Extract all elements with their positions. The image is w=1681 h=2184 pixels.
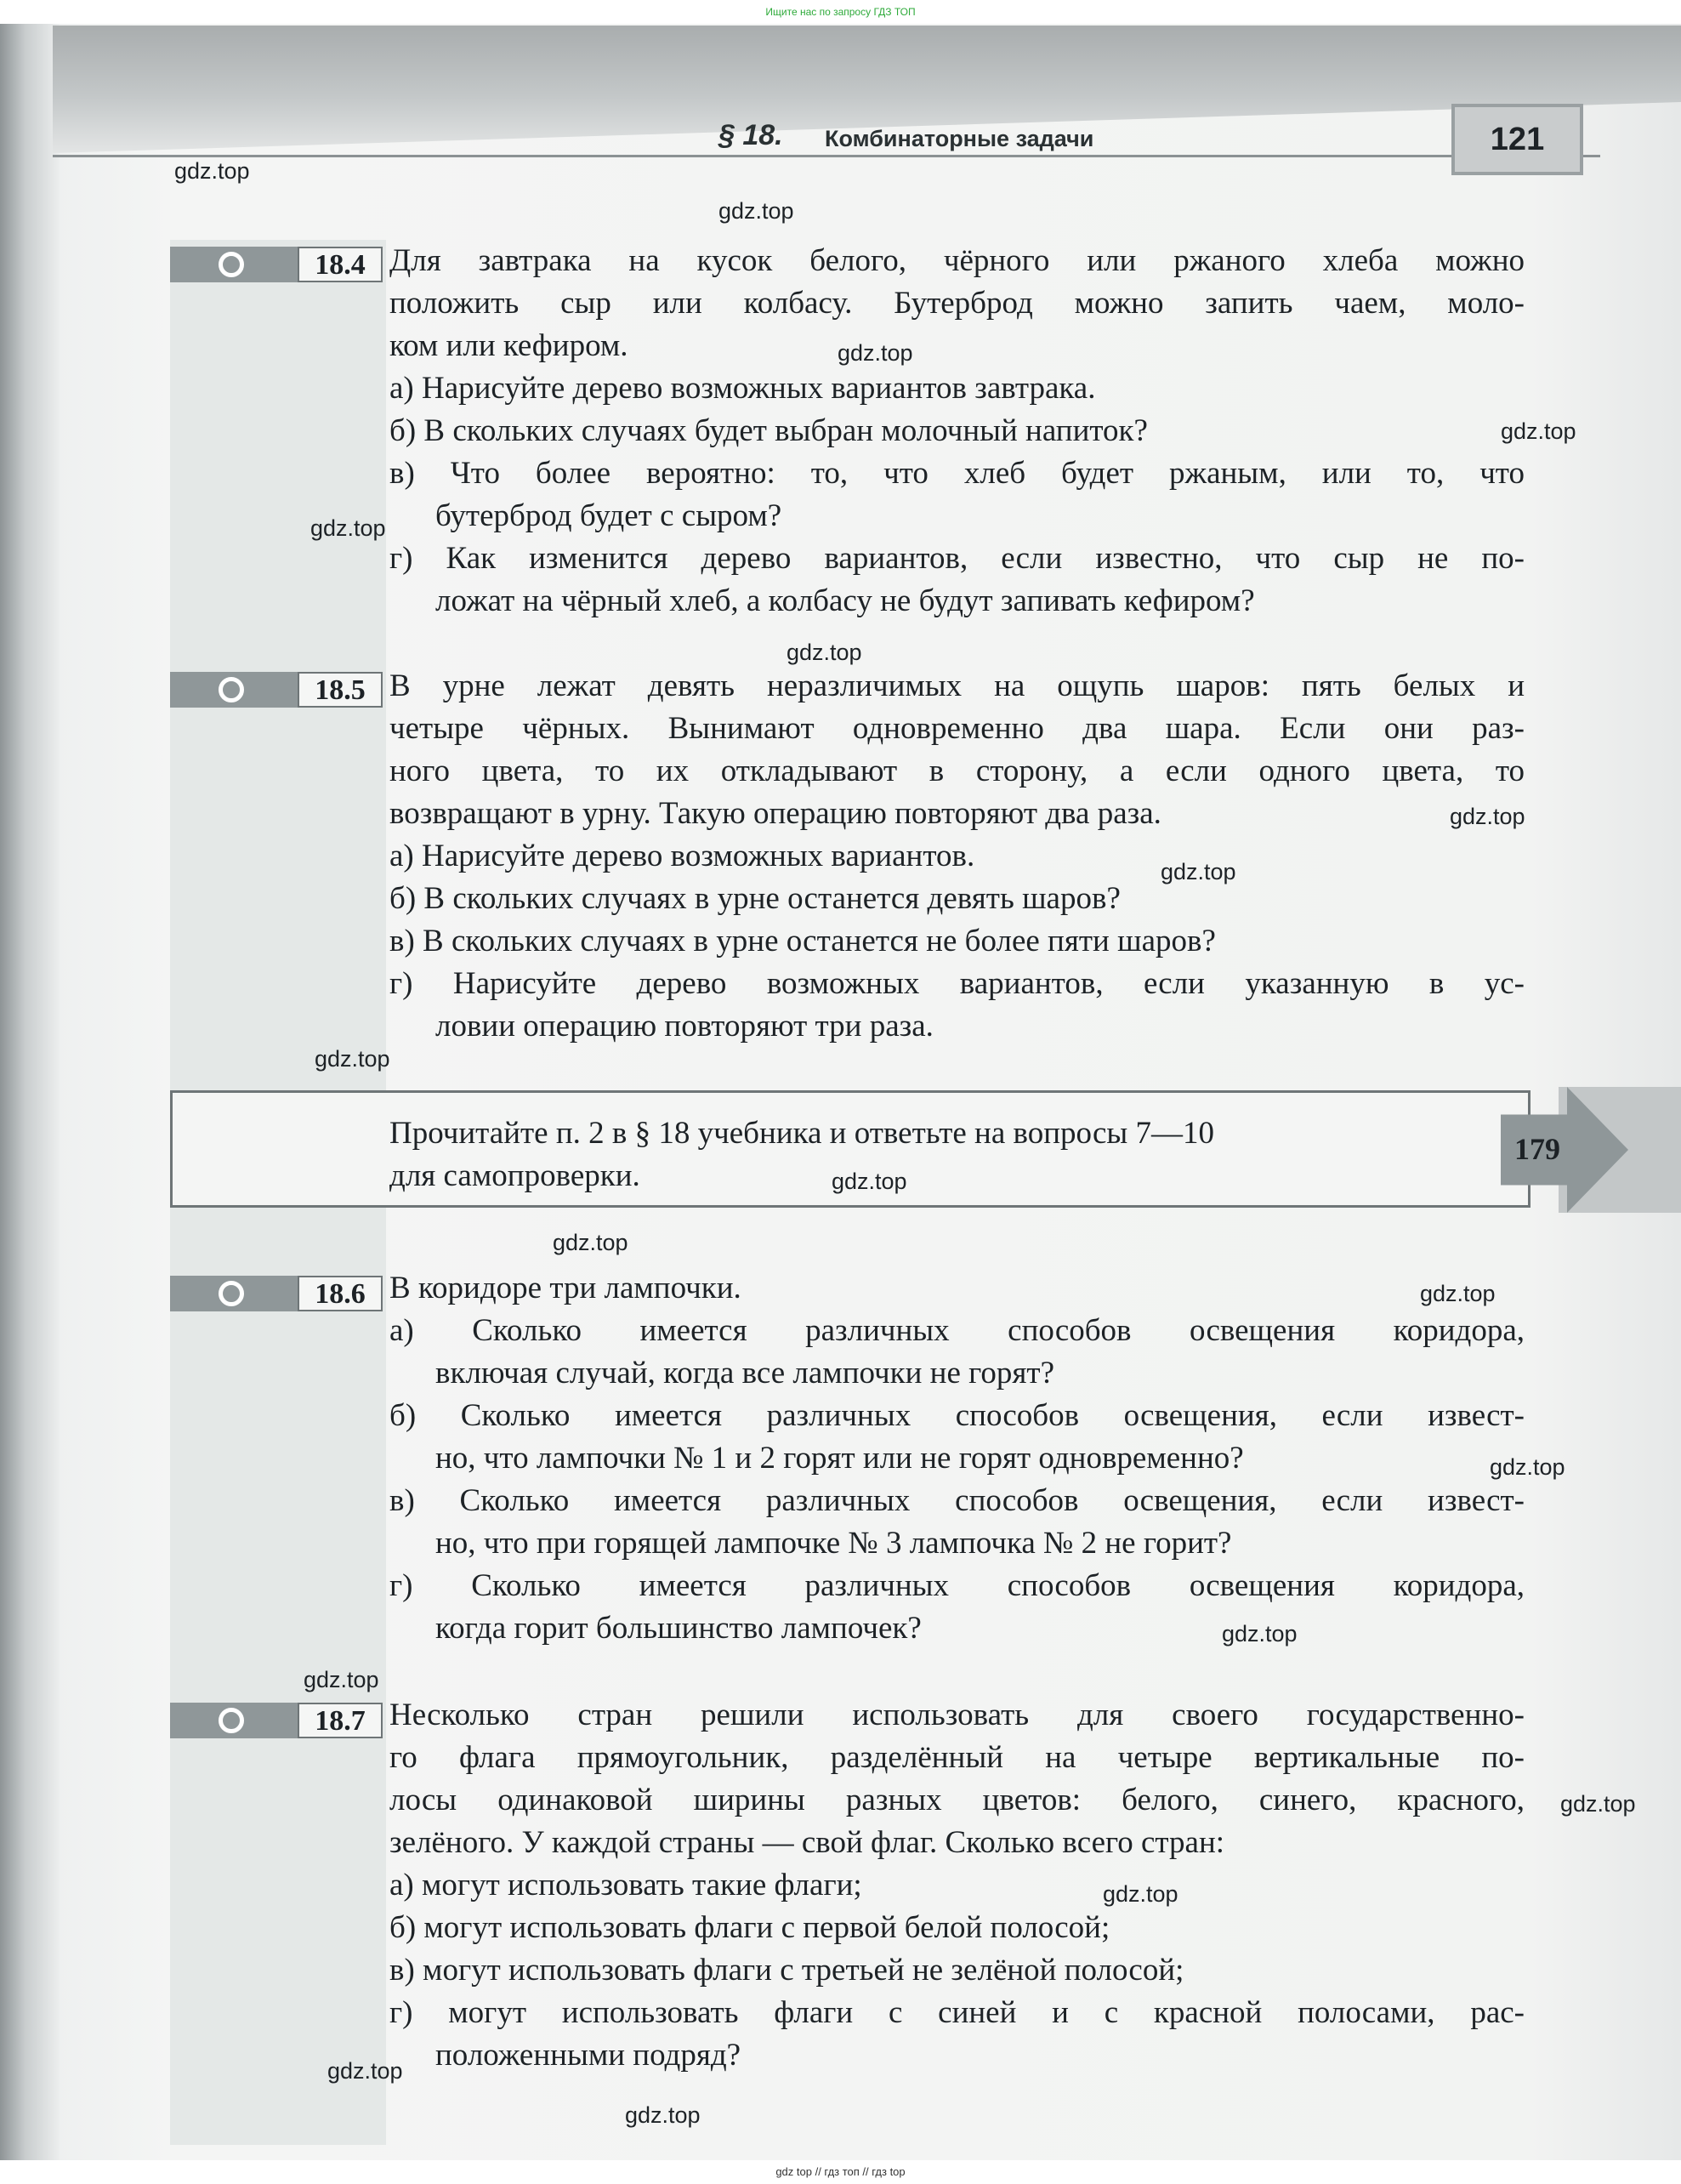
- problem-18-6-item-a-cont: включая случай, когда все лампочки не горят?: [435, 1356, 1055, 1391]
- problem-number: 18.6: [298, 1276, 383, 1311]
- problem-18-4-item-c: в) Что более вероятно: то, что хлеб будет ржаным, или то, что: [389, 456, 1525, 491]
- problem-18-6-item-b: б) Сколько имеется различных способов освещения, если извест-: [389, 1398, 1525, 1433]
- watermark-text: gdz.top: [1161, 859, 1236, 884]
- problem-18-7-item-d: г) могут использовать флаги с синей и с красной полосами, рас-: [389, 1995, 1525, 2030]
- difficulty-circle-icon: [219, 252, 244, 277]
- book-spine-shadow: [0, 0, 60, 2184]
- problem-18-4-line: ком или кефиром.: [389, 328, 628, 363]
- watermark-text: gdz.top: [310, 515, 386, 541]
- problem-18-4-item-d: г) Как изменится дерево вариантов, если известно, что сыр не по-: [389, 541, 1525, 576]
- problem-18-4-item-b: б) В скольких случаях будет выбран молочный напиток?: [389, 413, 1148, 448]
- problem-18-7-item-d-cont: положенными подряд?: [435, 2038, 741, 2073]
- difficulty-circle-icon: [219, 1281, 244, 1306]
- problem-18-5-item-d-cont: ловии операцию повторяют три раза.: [435, 1009, 934, 1044]
- problem-number: 18.4: [298, 247, 383, 282]
- problem-18-4-item-c-cont: бутерброд будет с сыром?: [435, 498, 782, 533]
- self-check-line: Прочитайте п. 2 в § 18 учебника и ответьте на вопросы 7—10: [389, 1116, 1215, 1151]
- watermark-text: gdz.top: [1490, 1454, 1565, 1480]
- problem-18-5-line: В урне лежат девять неразличимых на ощупь шаров: пять белых и: [389, 668, 1525, 703]
- problem-18-6-item-c: в) Сколько имеется различных способов освещения, если извест-: [389, 1483, 1525, 1518]
- difficulty-circle-icon: [219, 1708, 244, 1733]
- problem-number: 18.7: [298, 1703, 383, 1738]
- problem-number: 18.5: [298, 672, 383, 708]
- problem-18-5-item-c: в) В скольких случаях в урне останется не более пяти шаров?: [389, 924, 1216, 958]
- paragraph-number: § 18.: [718, 119, 783, 151]
- watermark-text: gdz.top: [315, 1046, 390, 1072]
- difficulty-circle-icon: [219, 677, 244, 702]
- reference-page-number: 179: [1514, 1132, 1560, 1166]
- watermark-text: gdz.top: [787, 640, 862, 665]
- problem-18-5-line: ного цвета, то их откладывают в сторону, а если одного цвета, то: [389, 754, 1525, 788]
- problem-18-4-line: Для завтрака на кусок белого, чёрного или ржаного хлеба можно: [389, 243, 1525, 278]
- problem-18-7-item-a: а) могут использовать такие флаги;: [389, 1868, 862, 1902]
- problem-18-5-item-a: а) Нарисуйте дерево возможных вариантов.: [389, 839, 975, 873]
- problem-18-6-item-b-cont: но, что лампочки № 1 и 2 горят или не горят одновременно?: [435, 1441, 1244, 1476]
- watermark-text: gdz.top: [1501, 418, 1576, 444]
- problem-18-6-item-a: а) Сколько имеется различных способов освещения коридора,: [389, 1313, 1525, 1348]
- paragraph-title: Комбинаторные задачи: [825, 126, 1094, 151]
- problem-18-4-item-a: а) Нарисуйте дерево возможных вариантов завтрака.: [389, 371, 1096, 406]
- problem-18-6-item-d: г) Сколько имеется различных способов освещения коридора,: [389, 1568, 1525, 1603]
- problem-18-7-line: Несколько стран решили использовать для своего государственно-: [389, 1698, 1525, 1732]
- problem-18-5-line: возвращают в урну. Такую операцию повторяют два раза.: [389, 796, 1161, 831]
- problem-18-5-line: четыре чёрных. Вынимают одновременно два шара. Если они раз-: [389, 711, 1525, 746]
- problem-18-7-item-b: б) могут использовать флаги с первой белой полосой;: [389, 1910, 1110, 1945]
- watermark-text: gdz.top: [1560, 1791, 1636, 1817]
- watermark-text: gdz.top: [1222, 1621, 1298, 1647]
- watermark-text: gdz.top: [1420, 1281, 1496, 1306]
- problem-18-5-item-d: г) Нарисуйте дерево возможных вариантов, если указанную в ус-: [389, 966, 1525, 1001]
- problem-18-4-line: положить сыр или колбасу. Бутерброд можно запить чаем, моло-: [389, 286, 1525, 321]
- watermark-text: gdz.top: [832, 1169, 907, 1194]
- problem-18-6-item-d-cont: когда горит большинство лампочек?: [435, 1611, 922, 1646]
- bottom-banner[interactable]: gdz top // гдз топ // гдз top: [0, 2160, 1681, 2184]
- watermark-text: gdz.top: [553, 1230, 628, 1255]
- watermark-text: gdz.top: [174, 158, 250, 184]
- problem-18-7-line: лосы одинаковой ширины разных цветов: белого, синего, красного,: [389, 1783, 1525, 1817]
- problem-18-6-item-c-cont: но, что при горящей лампочке № 3 лампочка № 2 не горит?: [435, 1526, 1232, 1561]
- self-check-line: для самопроверки.: [389, 1158, 640, 1193]
- problem-18-7-item-c: в) могут использовать флаги с третьей не зелёной полосой;: [389, 1953, 1184, 1988]
- header-divider: [53, 155, 1600, 157]
- problem-18-5-item-b: б) В скольких случаях в урне останется девять шаров?: [389, 881, 1121, 916]
- problem-18-7-line: зелёного. У каждой страны — свой флаг. Сколько всего стран:: [389, 1825, 1225, 1860]
- top-banner[interactable]: Ищите нас по запросу ГДЗ ТОП: [0, 0, 1681, 24]
- watermark-text: gdz.top: [327, 2058, 403, 2084]
- problem-18-6-line: В коридоре три лампочки.: [389, 1271, 741, 1305]
- problem-18-7-line: го флага прямоугольник, разделённый на четыре вертикальные по-: [389, 1740, 1525, 1775]
- problem-18-4-item-d-cont: ложат на чёрный хлеб, а колбасу не будут запивать кефиром?: [435, 583, 1255, 618]
- watermark-text: gdz.top: [625, 2102, 701, 2128]
- watermark-text: gdz.top: [304, 1667, 379, 1692]
- page-number: 121: [1451, 104, 1583, 175]
- watermark-text: gdz.top: [838, 340, 913, 366]
- watermark-text: gdz.top: [1103, 1881, 1178, 1907]
- watermark-text: gdz.top: [718, 198, 794, 224]
- watermark-text: gdz.top: [1450, 804, 1525, 829]
